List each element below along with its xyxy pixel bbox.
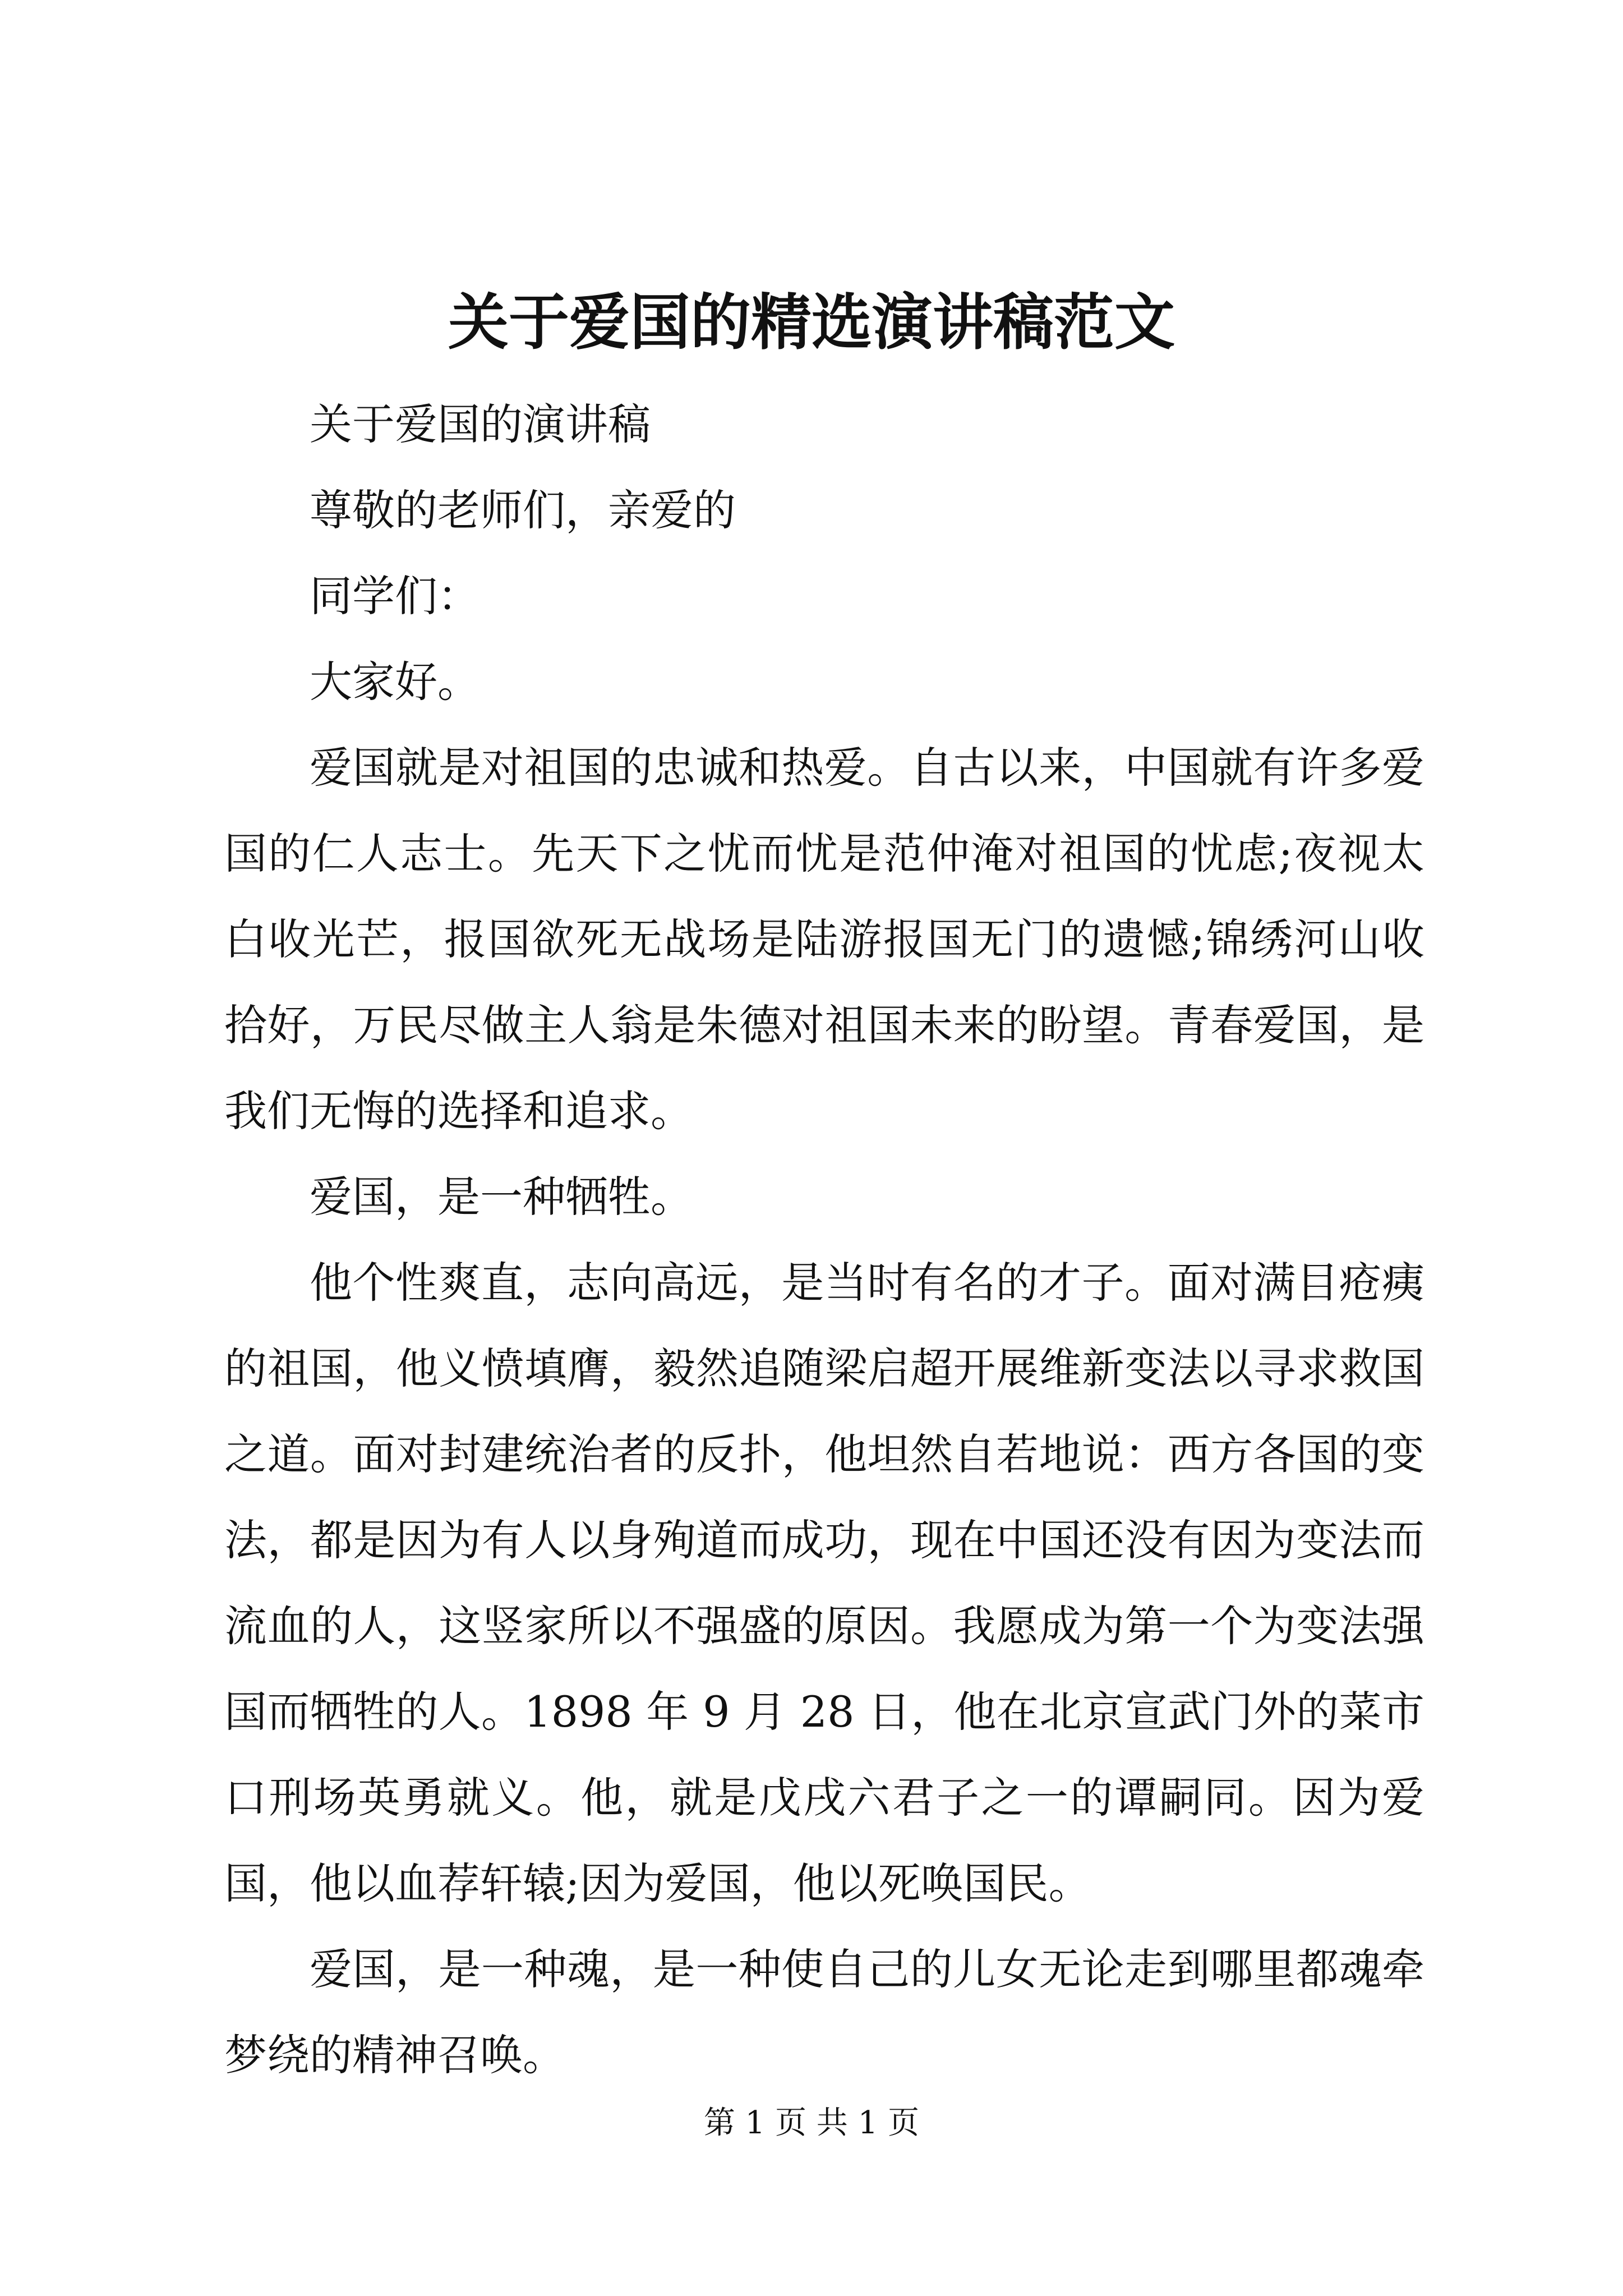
page-number-footer: 第 1 页 共 1 页 [703,2105,920,2141]
document-body [224,381,1424,2098]
paragraph-body: 爱国，是一种牺牲。 [310,1172,693,1222]
paragraph-salutation: 尊敬的老师们，亲爱的 [310,485,736,535]
paragraph-body: 爱国，是一种魂，是一种使自己的儿女无论走到哪里都魂牵梦绕的精神召唤。 [224,1944,1424,2080]
paragraph-greeting: 大家好。 [310,657,480,707]
paragraph-body: 爱国就是对祖国的忠诚和热爱。自古以来，中国就有许多爱国的仁人志士。先天下之忧而忧是范仲淹对祖国的忧虑;夜视太白收光芒，报国欲死无战场是陆游报国无门的遗憾;锦绣河山收拾好，万民尽做主人翁是朱德对祖国未来的盼望。青春爱国，是我们无悔的选择和追求。 [224,743,1424,1136]
paragraph-speech-heading: 关于爱国的演讲稿 [310,399,651,449]
paragraph-body: 他个性爽直，志向高远，是当时有名的才子。面对满目疮痍的祖国，他义愤填膺，毅然追随梁启超开展维新变法以寻求救国之道。面对封建统治者的反扑，他坦然自若地说：西方各国的变法，都是因为有人以身殉道而成功，现在中国还没有因为变法而流血的人，这竖家所以不强盛的原因。我愿成为第一个为变法强国而牺牲的人。1898 年 9 月 28 日，他在北京宣武门外的菜市口刑场英勇就义。他，就是戊戌六君子之一的谭嗣同。因为爱国，他以血荐轩辕;因为爱国，他以死唤国民。 [224,1258,1424,1908]
document-title: 关于爱国的精选演讲稿范文 [448,287,1175,358]
paragraph-salutation-continued: 同学们： [310,571,480,621]
